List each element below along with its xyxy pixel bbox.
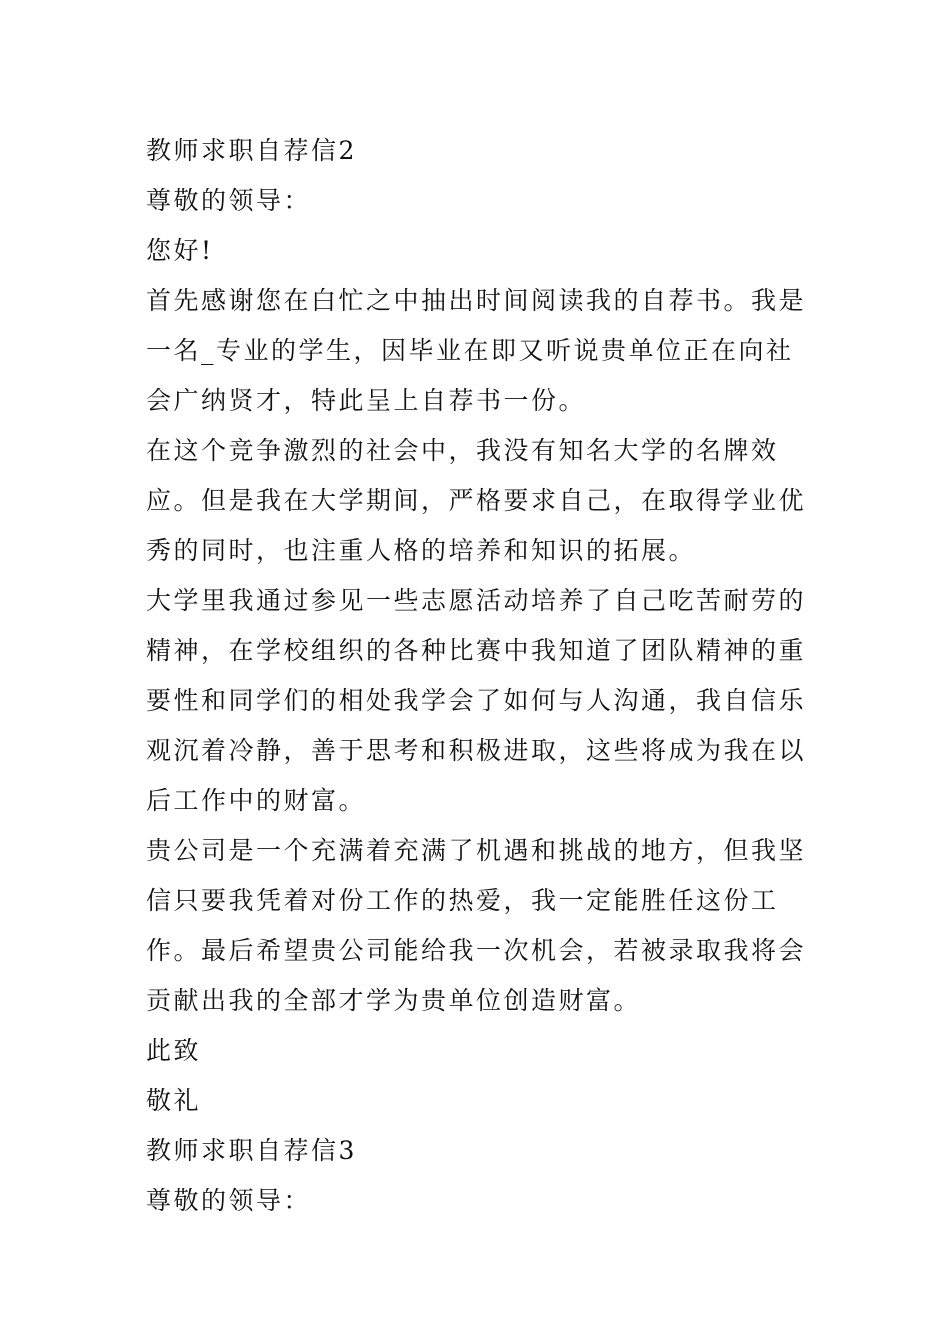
letter-title: 教师求职自荐信2 [146, 136, 357, 165]
greeting: 您好! [146, 236, 214, 265]
body-paragraph: 首先感谢您在白忙之中抽出时间阅读我的自荐书。我是一名_专业的学生，因毕业在即又听说贵单位正在向社会广纳贤才，特此呈上自荐书一份。 [146, 286, 807, 415]
next-letter-title: 教师求职自荐信3 [146, 1136, 357, 1165]
salutation: 尊敬的领导： [146, 186, 312, 215]
body-paragraph: 贵公司是一个充满着充满了机遇和挑战的地方，但我坚信只要我凭着对份工作的热爱，我一定能胜任这份工作。最后希望贵公司能给我一次机会，若被录取我将会贡献出我的全部才学为贵单位创造财富。 [146, 836, 807, 1015]
letter-body [146, 126, 808, 1226]
body-paragraph: 大学里我通过参见一些志愿活动培养了自己吃苦耐劳的精神，在学校组织的各种比赛中我知道了团队精神的重要性和同学们的相处我学会了如何与人沟通，我自信乐观沉着冷静，善于思考和积极进取，这些将成为我在以后工作中的财富。 [146, 586, 807, 815]
body-paragraph: 在这个竞争激烈的社会中，我没有知名大学的名牌效应。但是我在大学期间，严格要求自己，在取得学业优秀的同时，也注重人格的培养和知识的拓展。 [146, 436, 807, 565]
next-salutation: 尊敬的领导： [146, 1186, 312, 1215]
closing-regards: 敬礼 [146, 1086, 202, 1115]
closing-line: 此致 [146, 1036, 202, 1065]
